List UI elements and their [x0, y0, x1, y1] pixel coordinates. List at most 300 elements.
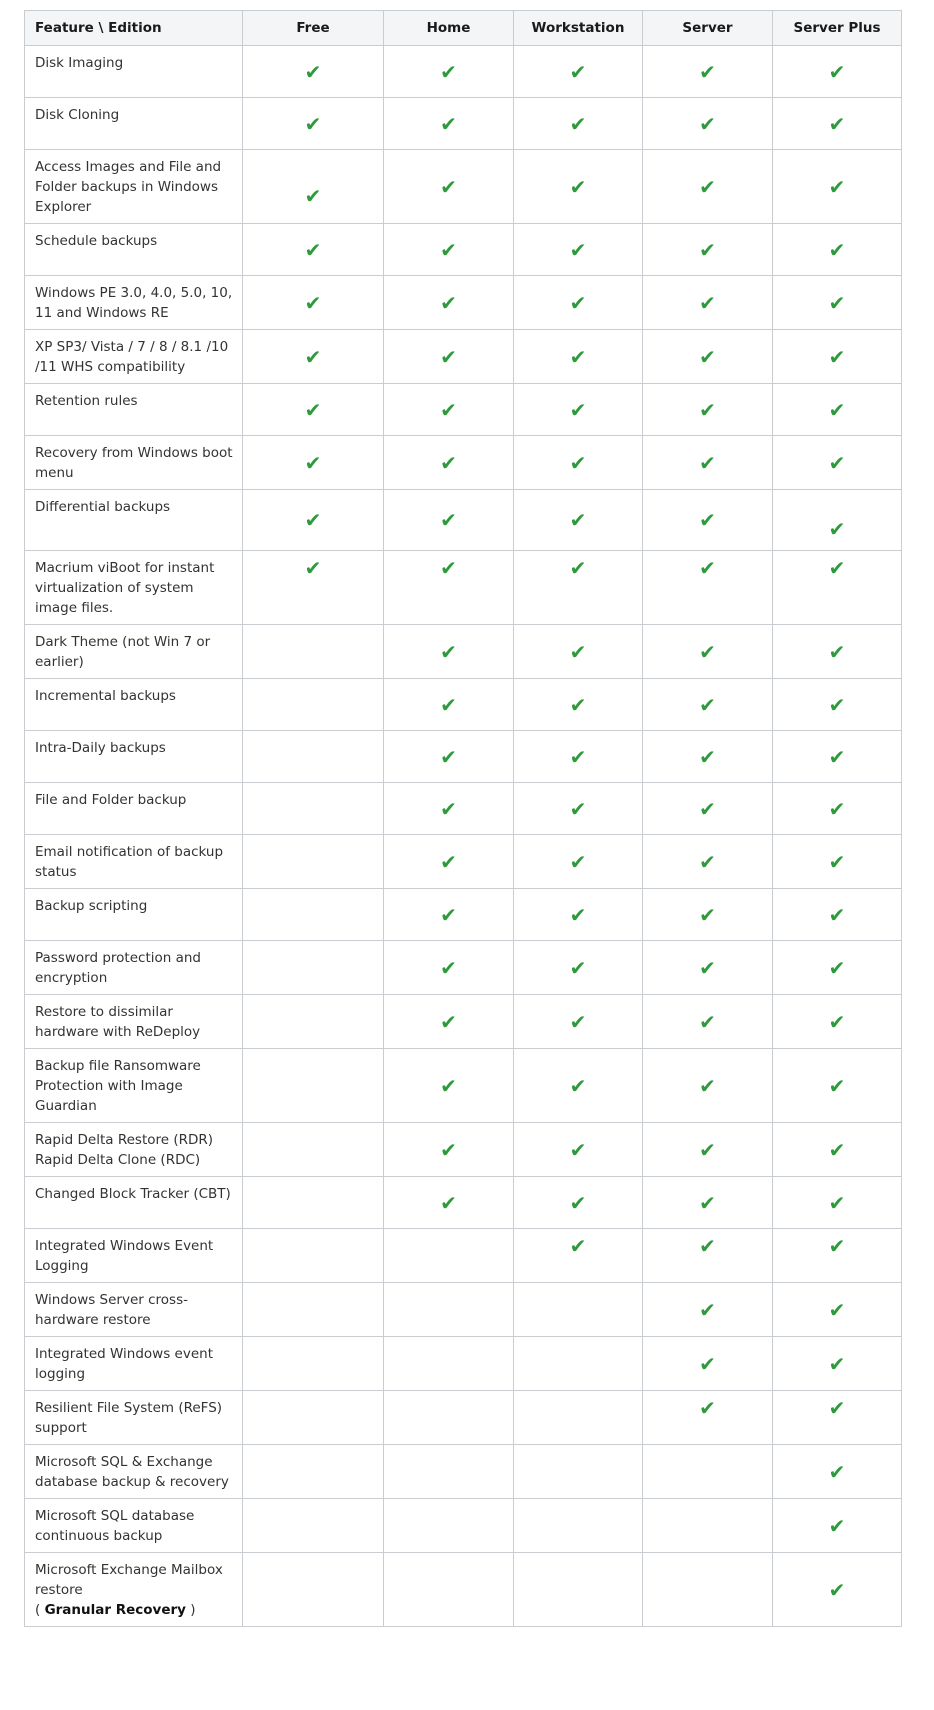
feature-name: Disk Imaging: [35, 55, 124, 71]
feature-name-cell: [25, 731, 243, 783]
check-icon: ✔: [440, 796, 457, 821]
edition-cell-home: [384, 551, 514, 625]
feature-name-cell: [25, 1177, 243, 1229]
edition-cell-server-plus: [773, 1553, 902, 1627]
edition-cell-home: [384, 150, 514, 224]
edition-cell-home: [384, 46, 514, 98]
table-row: [25, 551, 902, 625]
table-row: [25, 490, 902, 551]
edition-cell-server-plus: [773, 783, 902, 835]
feature-name-cell: [25, 436, 243, 490]
check-icon: ✔: [828, 59, 846, 84]
check-icon: ✔: [828, 1234, 846, 1258]
feature-name-cell: [25, 1337, 243, 1391]
table-row: [25, 276, 902, 330]
edition-cell-home: [384, 1123, 514, 1177]
edition-cell-server: [643, 941, 773, 995]
check-icon: ✔: [828, 174, 846, 199]
edition-cell-server: [643, 1229, 773, 1283]
table-row: [25, 941, 902, 995]
edition-cell-server: [643, 995, 773, 1049]
edition-cell-free: [243, 276, 384, 330]
edition-cell-server-plus: [773, 1499, 902, 1553]
edition-cell-server-plus: [773, 1229, 902, 1283]
edition-cell-workstation: [514, 384, 643, 436]
check-icon: ✔: [569, 556, 587, 580]
feature-name: Incremental backups: [35, 688, 176, 704]
check-icon: ✔: [699, 1396, 716, 1420]
feature-name: Windows PE 3.0, 4.0, 5.0, 10, 11 and Windows RE: [35, 285, 233, 321]
edition-cell-server: [643, 436, 773, 490]
edition-cell-workstation: [514, 224, 643, 276]
edition-cell-home: [384, 330, 514, 384]
check-icon: ✔: [828, 1073, 846, 1098]
edition-cell-server: [643, 889, 773, 941]
table-row: [25, 1049, 902, 1123]
check-icon: ✔: [569, 111, 587, 136]
check-icon: ✔: [699, 692, 716, 717]
feature-comparison-table: [24, 10, 902, 1627]
check-icon: ✔: [569, 902, 587, 927]
check-icon: ✔: [569, 692, 587, 717]
table-row: [25, 679, 902, 731]
check-icon: ✔: [699, 1073, 716, 1098]
edition-cell-server: [643, 1553, 773, 1627]
check-icon: ✔: [699, 111, 716, 136]
edition-cell-server-plus: [773, 436, 902, 490]
check-icon: ✔: [699, 639, 716, 664]
edition-cell-server-plus: [773, 1123, 902, 1177]
edition-cell-server: [643, 1123, 773, 1177]
edition-cell-home: [384, 436, 514, 490]
feature-name-cell: [25, 783, 243, 835]
edition-cell-free: [243, 995, 384, 1049]
edition-cell-workstation: [514, 941, 643, 995]
header-workstation: Workstation: [514, 11, 643, 46]
edition-cell-server: [643, 1337, 773, 1391]
check-icon: ✔: [304, 508, 322, 532]
check-icon: ✔: [699, 344, 716, 369]
edition-cell-free: [243, 783, 384, 835]
edition-cell-workstation: [514, 1337, 643, 1391]
table-row: [25, 1123, 902, 1177]
check-icon: ✔: [699, 59, 716, 84]
edition-cell-free: [243, 1391, 384, 1445]
edition-cell-home: [384, 490, 514, 551]
feature-name: Rapid Delta Restore (RDR) Rapid Delta Clone (RDC): [35, 1132, 214, 1168]
check-icon: ✔: [304, 237, 322, 262]
check-icon: ✔: [569, 397, 587, 422]
edition-cell-server-plus: [773, 995, 902, 1049]
check-icon: ✔: [828, 1396, 846, 1420]
check-icon: ✔: [699, 796, 716, 821]
feature-name-cell: [25, 150, 243, 224]
edition-cell-workstation: [514, 1123, 643, 1177]
feature-name: Windows Server cross-hardware restore: [35, 1292, 188, 1328]
check-icon: ✔: [440, 556, 457, 580]
edition-cell-free: [243, 436, 384, 490]
table-row: [25, 731, 902, 783]
check-icon: ✔: [828, 849, 846, 874]
edition-cell-workstation: [514, 1283, 643, 1337]
edition-cell-server: [643, 1049, 773, 1123]
check-icon: ✔: [828, 111, 846, 136]
edition-cell-free: [243, 150, 384, 224]
edition-cell-server: [643, 1445, 773, 1499]
check-icon: ✔: [828, 1351, 846, 1376]
feature-name: Integrated Windows event logging: [35, 1346, 213, 1382]
check-icon: ✔: [699, 174, 716, 199]
check-icon: ✔: [828, 344, 846, 369]
table-row: [25, 98, 902, 150]
edition-cell-free: [243, 889, 384, 941]
feature-note-suffix: ): [185, 1602, 196, 1618]
check-icon: ✔: [569, 1137, 587, 1162]
edition-cell-workstation: [514, 1445, 643, 1499]
edition-cell-server-plus: [773, 679, 902, 731]
edition-cell-home: [384, 1337, 514, 1391]
feature-name-cell: [25, 224, 243, 276]
feature-name-cell: [25, 1445, 243, 1499]
check-icon: ✔: [699, 508, 716, 532]
feature-name: Backup file Ransomware Protection with Image Guardian: [35, 1058, 201, 1114]
check-icon: ✔: [304, 290, 322, 315]
table-row: [25, 835, 902, 889]
edition-cell-free: [243, 1049, 384, 1123]
edition-cell-server-plus: [773, 1337, 902, 1391]
edition-cell-home: [384, 224, 514, 276]
feature-comparison-container: [24, 10, 901, 1627]
edition-cell-server: [643, 551, 773, 625]
feature-name-cell: [25, 1553, 243, 1627]
header-row: [25, 11, 902, 46]
edition-cell-server: [643, 490, 773, 551]
check-icon: ✔: [440, 1073, 457, 1098]
check-icon: ✔: [828, 290, 846, 315]
check-icon: ✔: [440, 344, 457, 369]
check-icon: ✔: [699, 955, 716, 980]
edition-cell-home: [384, 1283, 514, 1337]
edition-cell-server-plus: [773, 889, 902, 941]
table-row: [25, 1553, 902, 1627]
check-icon: ✔: [304, 344, 322, 369]
table-row: [25, 1391, 902, 1445]
table-row: [25, 384, 902, 436]
edition-cell-home: [384, 995, 514, 1049]
edition-cell-free: [243, 551, 384, 625]
edition-cell-home: [384, 889, 514, 941]
edition-cell-home: [384, 1049, 514, 1123]
check-icon: ✔: [699, 556, 716, 580]
check-icon: ✔: [828, 1190, 846, 1215]
check-icon: ✔: [569, 639, 587, 664]
feature-name-cell: [25, 889, 243, 941]
table-row: [25, 436, 902, 490]
table-row: [25, 1177, 902, 1229]
feature-name: XP SP3/ Vista / 7 / 8 / 8.1 /10 /11 WHS compatibility: [35, 339, 229, 375]
check-icon: ✔: [699, 1190, 716, 1215]
feature-name: Schedule backups: [35, 233, 158, 249]
feature-rows: [25, 46, 902, 1627]
edition-cell-free: [243, 1337, 384, 1391]
feature-name-cell: [25, 384, 243, 436]
feature-name-cell: [25, 276, 243, 330]
edition-cell-home: [384, 276, 514, 330]
table-row: [25, 889, 902, 941]
edition-cell-workstation: [514, 1553, 643, 1627]
edition-cell-server: [643, 1499, 773, 1553]
check-icon: ✔: [699, 849, 716, 874]
edition-cell-free: [243, 1445, 384, 1499]
feature-name: Integrated Windows Event Logging: [35, 1238, 214, 1274]
check-icon: ✔: [828, 1459, 846, 1484]
feature-name-cell: [25, 98, 243, 150]
check-icon: ✔: [699, 902, 716, 927]
edition-cell-free: [243, 490, 384, 551]
check-icon: ✔: [828, 1297, 846, 1322]
check-icon: ✔: [828, 450, 846, 475]
feature-name-cell: [25, 1049, 243, 1123]
edition-cell-server-plus: [773, 1391, 902, 1445]
check-icon: ✔: [828, 1577, 846, 1602]
check-icon: ✔: [304, 397, 322, 422]
feature-name: Password protection and encryption: [35, 950, 202, 986]
check-icon: ✔: [699, 397, 716, 422]
check-icon: ✔: [569, 955, 587, 980]
edition-cell-server: [643, 731, 773, 783]
edition-cell-server-plus: [773, 490, 902, 551]
edition-cell-home: [384, 1553, 514, 1627]
table-row: [25, 1445, 902, 1499]
feature-name: Backup scripting: [35, 898, 148, 914]
check-icon: ✔: [828, 692, 846, 717]
feature-name: Resilient File System (ReFS) support: [35, 1400, 223, 1436]
check-icon: ✔: [828, 1137, 846, 1162]
header-feature-edition: Feature \ Edition: [25, 11, 243, 46]
feature-name-cell: [25, 835, 243, 889]
edition-cell-server: [643, 150, 773, 224]
edition-cell-home: [384, 783, 514, 835]
edition-cell-server-plus: [773, 276, 902, 330]
table-row: [25, 150, 902, 224]
check-icon: ✔: [304, 59, 322, 84]
feature-name-cell: [25, 551, 243, 625]
edition-cell-workstation: [514, 1229, 643, 1283]
check-icon: ✔: [699, 1234, 716, 1258]
edition-cell-free: [243, 98, 384, 150]
edition-cell-free: [243, 1553, 384, 1627]
edition-cell-server: [643, 1283, 773, 1337]
edition-cell-free: [243, 679, 384, 731]
feature-name: Intra-Daily backups: [35, 740, 166, 756]
edition-cell-workstation: [514, 330, 643, 384]
check-icon: ✔: [828, 556, 846, 580]
edition-cell-workstation: [514, 276, 643, 330]
check-icon: ✔: [569, 796, 587, 821]
feature-name-cell: [25, 46, 243, 98]
edition-cell-server: [643, 330, 773, 384]
edition-cell-server: [643, 98, 773, 150]
feature-name: Changed Block Tracker (CBT): [35, 1186, 231, 1202]
check-icon: ✔: [569, 1073, 587, 1098]
edition-cell-home: [384, 384, 514, 436]
check-icon: ✔: [828, 902, 846, 927]
table-row: [25, 330, 902, 384]
edition-cell-home: [384, 679, 514, 731]
edition-cell-server-plus: [773, 551, 902, 625]
edition-cell-free: [243, 835, 384, 889]
check-icon: ✔: [699, 1009, 716, 1034]
check-icon: ✔: [569, 744, 587, 769]
edition-cell-workstation: [514, 1499, 643, 1553]
feature-name-cell: [25, 1499, 243, 1553]
check-icon: ✔: [569, 344, 587, 369]
check-icon: ✔: [828, 1009, 846, 1034]
feature-name: Dark Theme (not Win 7 or earlier): [35, 634, 211, 670]
edition-cell-server-plus: [773, 1445, 902, 1499]
edition-cell-server: [643, 783, 773, 835]
feature-name: Microsoft SQL database continuous backup: [35, 1508, 195, 1544]
check-icon: ✔: [699, 1137, 716, 1162]
check-icon: ✔: [828, 796, 846, 821]
edition-cell-home: [384, 1445, 514, 1499]
check-icon: ✔: [828, 1513, 846, 1538]
edition-cell-server-plus: [773, 1283, 902, 1337]
edition-cell-free: [243, 1499, 384, 1553]
check-icon: ✔: [828, 639, 846, 664]
check-icon: ✔: [569, 290, 587, 315]
edition-cell-server-plus: [773, 330, 902, 384]
edition-cell-home: [384, 98, 514, 150]
check-icon: ✔: [440, 639, 457, 664]
edition-cell-server-plus: [773, 1049, 902, 1123]
check-icon: ✔: [440, 290, 457, 315]
edition-cell-workstation: [514, 46, 643, 98]
edition-cell-workstation: [514, 679, 643, 731]
edition-cell-workstation: [514, 551, 643, 625]
check-icon: ✔: [440, 59, 457, 84]
edition-cell-free: [243, 1177, 384, 1229]
check-icon: ✔: [440, 902, 457, 927]
edition-cell-server: [643, 679, 773, 731]
table-row: [25, 1229, 902, 1283]
edition-cell-server: [643, 384, 773, 436]
header-free: Free: [243, 11, 384, 46]
check-icon: ✔: [828, 955, 846, 980]
check-icon: ✔: [304, 450, 322, 475]
feature-name: Recovery from Windows boot menu: [35, 445, 233, 481]
check-icon: ✔: [828, 397, 846, 422]
check-icon: ✔: [569, 1190, 587, 1215]
feature-name: Retention rules: [35, 393, 138, 409]
check-icon: ✔: [699, 744, 716, 769]
check-icon: ✔: [304, 183, 322, 208]
edition-cell-home: [384, 625, 514, 679]
feature-name: Microsoft Exchange Mailbox restore: [35, 1562, 223, 1598]
check-icon: ✔: [699, 450, 716, 475]
check-icon: ✔: [440, 508, 457, 532]
check-icon: ✔: [569, 508, 587, 532]
edition-cell-server-plus: [773, 384, 902, 436]
feature-name-cell: [25, 1283, 243, 1337]
check-icon: ✔: [440, 849, 457, 874]
feature-name-cell: [25, 330, 243, 384]
check-icon: ✔: [699, 290, 716, 315]
feature-name-cell: [25, 490, 243, 551]
check-icon: ✔: [440, 237, 457, 262]
edition-cell-workstation: [514, 1177, 643, 1229]
check-icon: ✔: [569, 237, 587, 262]
edition-cell-free: [243, 1123, 384, 1177]
edition-cell-free: [243, 224, 384, 276]
edition-cell-server: [643, 46, 773, 98]
edition-cell-workstation: [514, 731, 643, 783]
check-icon: ✔: [440, 692, 457, 717]
feature-name-cell: [25, 1229, 243, 1283]
edition-cell-home: [384, 835, 514, 889]
edition-cell-workstation: [514, 835, 643, 889]
table-row: [25, 46, 902, 98]
edition-cell-server-plus: [773, 224, 902, 276]
feature-name-cell: [25, 995, 243, 1049]
check-icon: ✔: [440, 744, 457, 769]
edition-cell-workstation: [514, 1391, 643, 1445]
feature-name: Macrium viBoot for instant virtualization of system image files.: [35, 560, 215, 616]
check-icon: ✔: [440, 174, 457, 199]
edition-cell-workstation: [514, 436, 643, 490]
edition-cell-free: [243, 1229, 384, 1283]
edition-cell-server: [643, 224, 773, 276]
check-icon: ✔: [569, 1234, 587, 1258]
feature-name: Disk Cloning: [35, 107, 120, 123]
edition-cell-home: [384, 1391, 514, 1445]
edition-cell-workstation: [514, 889, 643, 941]
edition-cell-server-plus: [773, 731, 902, 783]
check-icon: ✔: [699, 1297, 716, 1322]
edition-cell-home: [384, 731, 514, 783]
feature-name-cell: [25, 1391, 243, 1445]
check-icon: ✔: [304, 556, 322, 580]
feature-name-cell: [25, 625, 243, 679]
feature-name-cell: [25, 1123, 243, 1177]
feature-name: File and Folder backup: [35, 792, 187, 808]
edition-cell-free: [243, 941, 384, 995]
check-icon: ✔: [440, 111, 457, 136]
edition-cell-home: [384, 1177, 514, 1229]
edition-cell-server-plus: [773, 941, 902, 995]
edition-cell-workstation: [514, 150, 643, 224]
table-row: [25, 995, 902, 1049]
edition-cell-server-plus: [773, 98, 902, 150]
check-icon: ✔: [828, 517, 846, 541]
table-row: [25, 625, 902, 679]
table-row: [25, 224, 902, 276]
edition-cell-home: [384, 1499, 514, 1553]
edition-cell-free: [243, 330, 384, 384]
edition-cell-home: [384, 941, 514, 995]
header-server-plus: Server Plus: [773, 11, 902, 46]
check-icon: ✔: [828, 744, 846, 769]
edition-cell-server: [643, 1177, 773, 1229]
check-icon: ✔: [569, 450, 587, 475]
feature-name: Email notification of backup status: [35, 844, 224, 880]
check-icon: ✔: [699, 1351, 716, 1376]
table-row: [25, 783, 902, 835]
feature-name: Restore to dissimilar hardware with ReDeploy: [35, 1004, 201, 1040]
edition-cell-workstation: [514, 783, 643, 835]
feature-name: Differential backups: [35, 499, 171, 515]
header-home: Home: [384, 11, 514, 46]
